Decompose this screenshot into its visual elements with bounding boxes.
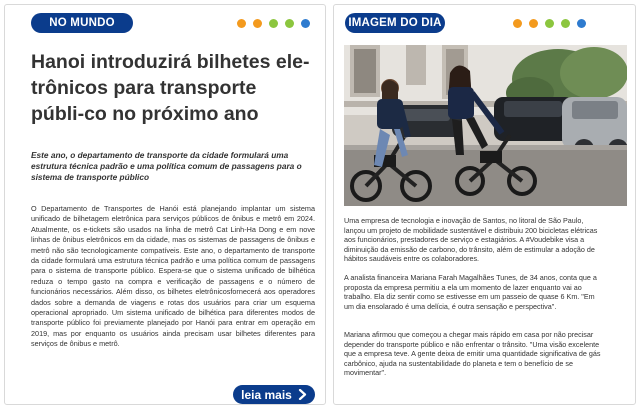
article-lead: Este ano, o departamento de transporte da cidade formulará uma estrutura técnica padrão e uma política comum de passagens para o sistema de transporte público [31, 150, 302, 182]
dot-icon [561, 19, 570, 28]
image-of-the-day-card [333, 4, 636, 405]
dot-icon [237, 19, 246, 28]
read-more-button[interactable] [233, 385, 315, 404]
caption-paragraph: Uma empresa de tecnologia e inovação de Santos, no litoral de São Paulo, lançou um projeto de mobilidade sustentável e distribuiu 200 bicicletas elétricas aos funcionários, prestadores de serviço e estagiários. A #Voudebike visa a diminuição da emissão de carbono, do trânsito, além de estimular a adoção de hábitos saudáveis entre os colaboradores. [344, 216, 598, 264]
caption-paragraph: A analista financeira Mariana Farah Magalhães Tunes, de 34 anos, conta que a proposta da empresa permitiu a ela um momento de lazer enquanto vai ao trabalho. Ela diz sentir como se estivesse em um passeio de quase 6 Km. "Em um dia ensolarado é uma delícia, é outra sensação e perspectiva". [344, 273, 597, 311]
caption-paragraph: Mariana afirmou que começou a chegar mais rápido em casa por não precisar depender do transporte público e não enfrentar o trânsito. "Uma visão excelente que a empresa teve. A gente deixa de emitir uma quantidade significativa de gás carbônico, ajuda na sustentabilidade do planeta e tem o benefício de se movimentar". [344, 330, 601, 378]
dot-icon [253, 19, 262, 28]
dot-icon [513, 19, 522, 28]
cyclists-photo [344, 45, 627, 206]
article-headline: Hanoi introduzirá bilhetes ele-trônicos para transporte públi-co no próximo ano [31, 51, 310, 125]
dot-icon [529, 19, 538, 28]
dot-icon [301, 19, 310, 28]
decorative-dots [513, 19, 586, 28]
dot-icon [269, 19, 278, 28]
decorative-dots [237, 19, 310, 28]
dot-icon [545, 19, 554, 28]
section-badge: IMAGEM DO DIA [345, 13, 445, 33]
dot-icon [577, 19, 586, 28]
article-body: O Departamento de Transportes de Hanói está planejando implantar um sistema unificado de bilhetagem eletrônica para serviços públicos de ônibus e metrô em 2024. Atualmente, os e-tickets são usados na linha de metrô Cat Linh-Ha Dong e em nove linhas de ônibus eletrônicos em da cidade, mas os sistemas de passagens de ônibus e metrô não são tecnologicamente compatíveis. Este ano, o departamento de transporte da cidade formulará uma estrutura técnica padrão e uma política comum de passagens para o sistema de transporte público. Espera-se que o sistema unificado de bilhética reduza o tempo gasto na compra e verificação de passagens e o número de funcionários necessários. Além disso, os bilhetes eletrônicosfornecerá aos operadores dados sobre a demanda de viagens e rotas dos usuários para criar um esquema operacional apropriado. Um sistema unificado de bilhética para diferentes modos de transporte público foi previamente planejado por Hanói para entrar em operação em 2019, mas por enquanto os usuários ainda precisam usar bilhetes diferentes para serviços de ônibus e metrô. [31, 204, 315, 349]
news-card [4, 4, 326, 405]
dot-icon [285, 19, 294, 28]
chevron-right-icon [298, 389, 307, 400]
section-badge: NO MUNDO [31, 13, 133, 33]
read-more-label: leia mais [241, 387, 292, 402]
